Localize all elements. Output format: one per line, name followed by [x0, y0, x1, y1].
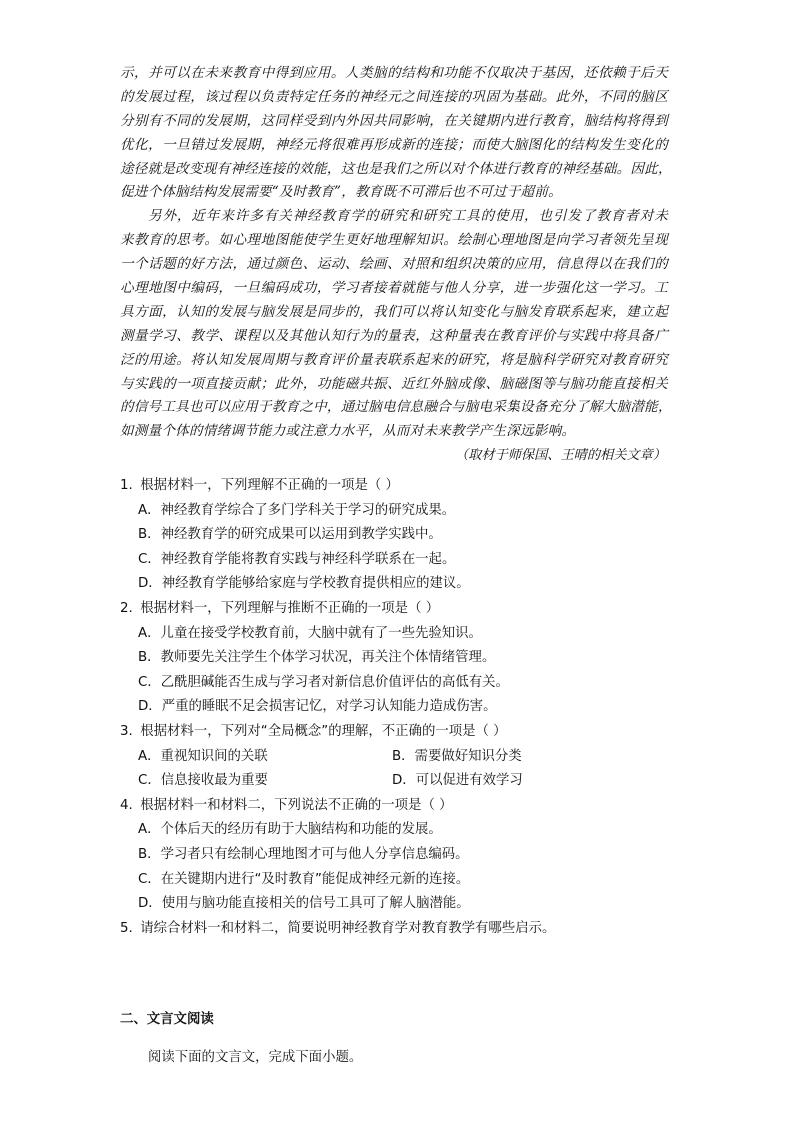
- question-3-option-a: A．重视知识间的关联: [138, 748, 268, 764]
- passage-line: 分别有不同的发展期，这同样受到内外因共同影响，在关键期内进行教育，脑结构将得到: [120, 112, 668, 129]
- passage-line: 具方面，认知的发展与脑发展是同步的，我们可以将认知变化与脑发育联系起来，建立起: [120, 303, 668, 320]
- question-2-option-c: C．乙酰胆碱能否生成与学习者对新信息价值评估的高低有关。: [138, 674, 509, 690]
- question-3-options-row-1: [120, 745, 680, 770]
- passage-line: 促进个体脑结构发展需要“及时教育”，教育既不可滞后也不可过于超前。: [120, 184, 562, 201]
- passage-line: 另外，近年来许多有关神经教育学的研究和研究工具的使用，也引发了教育者对未: [148, 208, 668, 225]
- question-4-option-a: A．个体后天的经历有助于大脑结构和功能的发展。: [138, 822, 442, 838]
- question-2-option-d: D．严重的睡眠不足会损害记忆，对学习认知能力造成伤害。: [138, 699, 497, 715]
- passage-line: 心理地图中编码，一旦编码成功，学习者接着就能与他人分享，进一步强化这一学习。工: [120, 280, 668, 297]
- question-3-option-c: C．信息接收最为重要: [138, 773, 268, 789]
- question-3-option-d: D．可以促进有效学习: [392, 773, 523, 789]
- question-1-stem: [120, 474, 680, 499]
- question-4-option-c: C．在关键期内进行“及时教育”能促成神经元新的连接。: [138, 871, 470, 887]
- question-list: [120, 474, 680, 941]
- passage-line: 如测量个体的情绪调节能力或注意力水平，从而对未来教学产生深远影响。: [120, 423, 576, 440]
- question-1-option-c: C．神经教育学能将教育实践与神经科学联系在一起。: [138, 551, 456, 567]
- passage-line: 来教育的思考。如心理地图能使学生更好地理解知识。绘制心理地图是向学习者领先呈现: [120, 232, 668, 249]
- question-text: 请综合材料一和材料二，简要说明神经教育学对教育教学有哪些启示。: [140, 920, 556, 936]
- passage-line: 一个话题的好方法，通过颜色、运动、绘画、对照和组织决策的应用，信息得以在我们的: [120, 256, 668, 273]
- question-1-option-d: D．神经教育学能够给家庭与学校教育提供相应的建议。: [138, 576, 470, 592]
- question-2-option-a: A．儿童在接受学校教育前，大脑中就有了一些先验知识。: [138, 625, 482, 641]
- section-instruction: 阅读下面的文言文，完成下面小题。: [148, 1050, 363, 1065]
- question-3-option-b: B．需要做好知识分类: [392, 748, 522, 764]
- question-4-option-d: D．使用与脑功能直接相关的信号工具可了解人脑潜能。: [138, 896, 470, 912]
- question-4-stem: [120, 794, 680, 819]
- question-text: 根据材料一，下列理解不正确的一项是（ ）: [140, 478, 399, 493]
- section-title: 二、文言文阅读: [120, 1012, 214, 1027]
- question-5-stem: [120, 917, 680, 942]
- question-4-option-b: B．学习者只有绘制心理地图才可与他人分享信息编码。: [138, 846, 469, 862]
- question-text: 根据材料一，下列对“全局概念”的理解，不正确的一项是（ ）: [140, 723, 507, 739]
- passage-line: 泛的用途。将认知发展周期与教育评价量表联系起来的研究，将是脑科学研究对教育研究: [120, 351, 668, 368]
- question-1-option-b: B．神经教育学的研究成果可以运用到教学实践中。: [138, 527, 442, 543]
- reading-passage: [120, 62, 672, 468]
- question-text: 根据材料一，下列理解与推断不正确的一项是（ ）: [140, 600, 440, 616]
- question-number: 2.: [120, 600, 133, 616]
- question-1-option-a: A．神经教育学综合了多门学科关于学习的研究成果。: [138, 502, 456, 518]
- passage-line: 的信号工具也可以应用于教育之中，通过脑电信息融合与脑电采集设备充分了解大脑潜能，: [120, 399, 672, 416]
- question-3-options-row-2: [120, 769, 680, 794]
- question-text: 根据材料一和材料二，下列说法不正确的一项是（ ）: [140, 797, 453, 813]
- question-number: 1.: [120, 478, 133, 493]
- question-number: 4.: [120, 797, 133, 813]
- passage-line: 优化，一旦错过发展期，神经元将很难再形成新的连接；而使大脑图化的结构发生变化的: [120, 136, 668, 153]
- question-number: 5.: [120, 920, 133, 936]
- passage-line: 途径就是改变现有神经连接的效能，这也是我们之所以对个体进行教育的神经基础。因此，: [120, 160, 672, 177]
- passage-line: 测量学习、教学、课程以及其他认知行为的量表，这种量表在教育评价与实践中将具备广: [120, 327, 668, 344]
- question-number: 3.: [120, 723, 133, 739]
- passage-line: 的发展过程，该过程以负责特定任务的神经元之间连接的巩固为基础。此外，不同的脑区: [120, 88, 668, 105]
- passage-source: （取材于师保国、王晴的相关文章）: [455, 448, 666, 464]
- passage-line: 示，并可以在未来教育中得到应用。人类脑的结构和功能不仅取决于基因，还依赖于后天: [120, 65, 668, 81]
- question-3-stem: [120, 720, 680, 745]
- question-2-stem: [120, 597, 680, 622]
- passage-line: 与实践的一项直接贡献；此外，功能磁共振、近红外脑成像、脑磁图等与脑功能直接相关: [120, 375, 668, 392]
- question-2-option-b: B．教师要先关注学生个体学习状况，再关注个体情绪管理。: [138, 650, 496, 666]
